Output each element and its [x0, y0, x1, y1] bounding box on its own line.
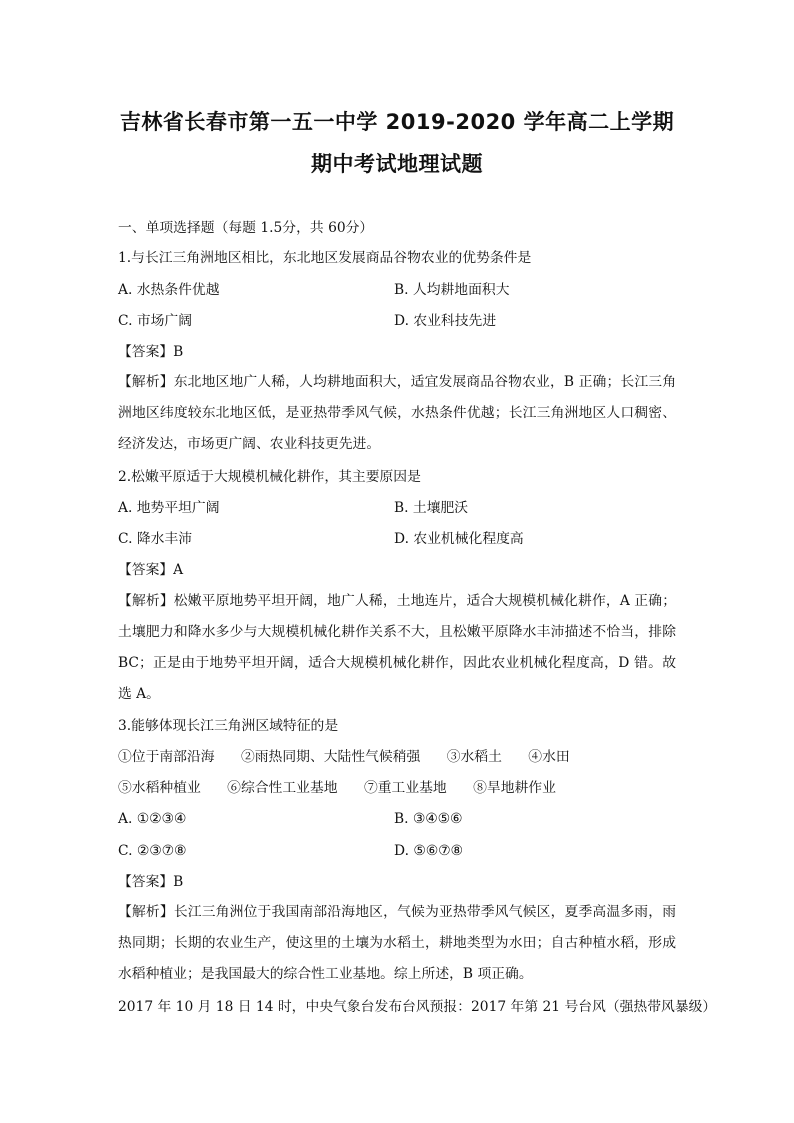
- question-3-item-3: ③水稻土: [446, 749, 502, 765]
- question-2-option-d: D. 农业机械化程度高: [394, 531, 524, 547]
- question-1-answer: 【答案】B: [118, 344, 184, 360]
- question-3-item-7: ⑦重工业基地: [363, 780, 447, 796]
- question-1-analysis: 【解析】东北地区地广人稀，人均耕地面积大，适宜发展商品谷物农业，B 正确；长江三角洲地区纬度较东北地区低，是亚热带季风气候，水热条件优越；长江三角洲地区人口稠密、经济发达，市场更广阔、农业科技更先进。: [118, 374, 676, 452]
- question-3-item-2: ②雨热同期、大陆性气候稍强: [240, 749, 421, 765]
- question-1-option-d: D. 农业科技先进: [394, 313, 497, 329]
- question-1-option-b: B. 人均耕地面积大: [394, 282, 510, 298]
- question-2-option-a: A. 地势平坦广阔: [118, 500, 220, 516]
- question-1-option-c: C. 市场广阔: [118, 313, 193, 329]
- document-title: 吉林省长春市第一五一中学 2019-2020 学年高二上学期: [119, 110, 675, 134]
- question-2-option-b: B. 土壤肥沃: [394, 500, 469, 516]
- question-3-option-c: C. ②③⑦⑧: [118, 843, 187, 859]
- question-3-answer: 【答案】B: [118, 874, 184, 890]
- question-3-option-a: A. ①②③④: [118, 811, 187, 827]
- question-3-stem: 3.能够体现长江三角洲区域特征的是: [118, 718, 339, 734]
- question-1-stem: 1.与长江三角洲地区相比，东北地区发展商品谷物农业的优势条件是: [118, 250, 532, 266]
- section-heading: 一、单项选择题（每题 1.5分，共 60分）: [118, 220, 374, 236]
- question-3-analysis: 【解析】长江三角洲位于我国南部沿海地区，气候为亚热带季风气候区，夏季高温多雨，雨热同期；长期的农业生产，使这里的土壤为水稻土，耕地类型为水田；自古种植水稻，形成水稻种植业；是我国最大的综合性工业基地。综上所述，B 项正确。: [118, 904, 676, 982]
- question-3-option-b: B. ③④⑤⑥: [394, 811, 463, 827]
- question-3-item-8: ⑧旱地耕作业: [473, 780, 556, 796]
- question-2-answer: 【答案】A: [118, 562, 184, 578]
- question-3-item-5: ⑤水稻种植业: [118, 780, 201, 796]
- question-3-items-row-1: [118, 748, 592, 766]
- question-3-items-row-2: [118, 779, 578, 797]
- question-3-item-4: ④水田: [528, 749, 570, 765]
- question-1-option-a: A. 水热条件优越: [118, 282, 220, 298]
- question-2-stem: 2.松嫩平原适于大规模机械化耕作，其主要原因是: [118, 469, 421, 485]
- document-subtitle: 期中考试地理试题: [311, 152, 483, 176]
- question-3-option-d: D. ⑤⑥⑦⑧: [394, 843, 463, 859]
- question-3-item-6: ⑥综合性工业基地: [227, 780, 338, 796]
- question-4-intro: 2017 年 10 月 18 日 14 时，中央气象台发布台风预报：2017 年第 21 号台风（强热带风暴级）: [118, 999, 717, 1015]
- question-2-option-c: C. 降水丰沛: [118, 531, 193, 547]
- question-2-analysis: 【解析】松嫩平原地势平坦开阔，地广人稀，土地连片，适合大规模机械化耕作，A 正确；土壤肥力和降水多少与大规模机械化耕作关系不大，且松嫩平原降水丰沛描述不恰当，排除 BC；正是由于地势平坦开阔，适合大规模机械化耕作，因此农业机械化程度高，D 错。故选 A。: [118, 593, 676, 702]
- question-3-item-1: ①位于南部沿海: [118, 749, 215, 765]
